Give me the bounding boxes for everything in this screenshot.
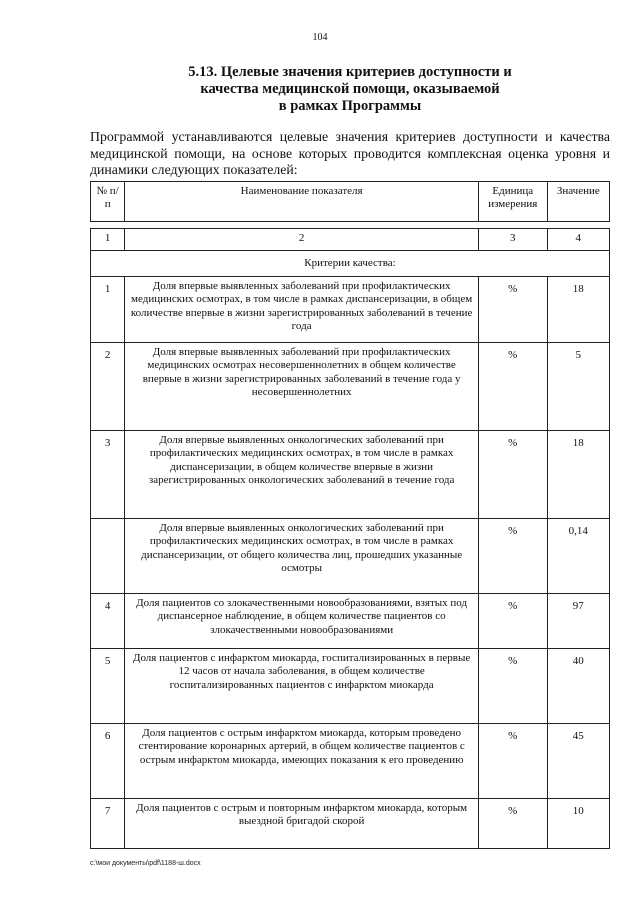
index-cell: 4 [547, 229, 609, 251]
row-num-cell: 1 [91, 277, 125, 343]
row-unit-cell: % [478, 649, 547, 724]
table-row [91, 594, 610, 649]
row-value-cell: 5 [547, 343, 609, 431]
row-unit-cell: % [478, 343, 547, 431]
section-title-line: 5.13. Целевые значения критериев доступности и [188, 64, 512, 80]
row-value-cell: 18 [547, 431, 609, 519]
row-num-cell: 7 [91, 799, 125, 849]
row-unit-cell: % [478, 431, 547, 519]
row-unit-cell: % [478, 724, 547, 799]
section-row [91, 251, 610, 277]
header-num: № п/п [91, 182, 125, 222]
table-row [91, 649, 610, 724]
index-cell: 3 [478, 229, 547, 251]
header-value: Значение [547, 182, 609, 222]
row-value-cell: 10 [547, 799, 609, 849]
index-cell: 1 [91, 229, 125, 251]
index-cell: 2 [125, 229, 479, 251]
row-name-cell: Доля впервые выявленных заболеваний при профилактических медицинских осмотрах, в том числе в рамках диспансеризации, в общем количестве впервые в жизни зарегистрированных заболеваний в течение года [125, 277, 479, 343]
row-unit-cell: % [478, 594, 547, 649]
intro-paragraph: Программой устанавливаются целевые значения критериев доступности и качества медицинской помощи, на основе которых проводится комплексная оценка уровня и динамики следующих показателей: [90, 129, 610, 177]
section-title [90, 64, 610, 115]
row-value-cell: 18 [547, 277, 609, 343]
row-value-cell: 40 [547, 649, 609, 724]
row-unit-cell: % [478, 277, 547, 343]
table-body [91, 277, 610, 849]
row-value-cell: 0,14 [547, 519, 609, 594]
row-num-cell: 3 [91, 431, 125, 519]
row-name-cell: Доля впервые выявленных онкологических заболеваний при профилактических медицинских осмотрах, в том числе в рамках диспансеризации, от общего количества лиц, прошедших указанные осмотры [125, 519, 479, 594]
table-row [91, 277, 610, 343]
row-num-cell: 6 [91, 724, 125, 799]
row-name-cell: Доля пациентов с острым инфарктом миокарда, которым проведено стентирование коронарных артерий, в общем количестве пациентов с острым инфарктом миокарда, имеющих показания к его проведению [125, 724, 479, 799]
row-value-cell: 45 [547, 724, 609, 799]
table-row [91, 724, 610, 799]
row-name-cell: Доля впервые выявленных онкологических заболеваний при профилактических медицинских осмотрах, в том числе в рамках диспансеризации, в общем количестве впервые в жизни зарегистрированных онкологических заболеваний в течение года [125, 431, 479, 519]
criteria-table [90, 181, 610, 849]
file-path-footer: c:\мои документы\pdf\1188-ш.docx [90, 860, 201, 867]
row-unit-cell: % [478, 519, 547, 594]
row-unit-cell: % [478, 799, 547, 849]
table-row [91, 519, 610, 594]
table-row [91, 799, 610, 849]
row-name-cell: Доля пациентов со злокачественными новообразованиями, взятых под диспансерное наблюдение, в общем количестве пациентов со злокачественными новообразованиями [125, 594, 479, 649]
row-name-cell: Доля впервые выявленных заболеваний при профилактических медицинских осмотрах несовершеннолетних в общем количестве впервые в жизни зарегистрированных заболеваний в течение года у несовершеннолетних [125, 343, 479, 431]
table-row [91, 431, 610, 519]
header-unit: Единица измерения [478, 182, 547, 222]
row-name-cell: Доля пациентов с инфарктом миокарда, госпитализированных в первые 12 часов от начала заболевания, в общем количестве госпитализированных пациентов с инфарктом миокарда [125, 649, 479, 724]
row-num-cell: 5 [91, 649, 125, 724]
table-row [91, 343, 610, 431]
table-header-row [91, 182, 610, 222]
section-title-line: в рамках Программы [278, 98, 422, 114]
section-title-line: качества медицинской помощи, оказываемой [200, 81, 500, 97]
page-number: 104 [312, 32, 328, 43]
row-name-cell: Доля пациентов с острым и повторным инфарктом миокарда, которым выездной бригадой скорой [125, 799, 479, 849]
header-name: Наименование показателя [125, 182, 479, 222]
index-row [91, 229, 610, 251]
row-num-cell: 2 [91, 343, 125, 431]
row-num-cell [91, 519, 125, 594]
section-label: Критерии качества: [91, 251, 610, 277]
row-value-cell: 97 [547, 594, 609, 649]
table-gap [91, 222, 610, 229]
row-num-cell: 4 [91, 594, 125, 649]
